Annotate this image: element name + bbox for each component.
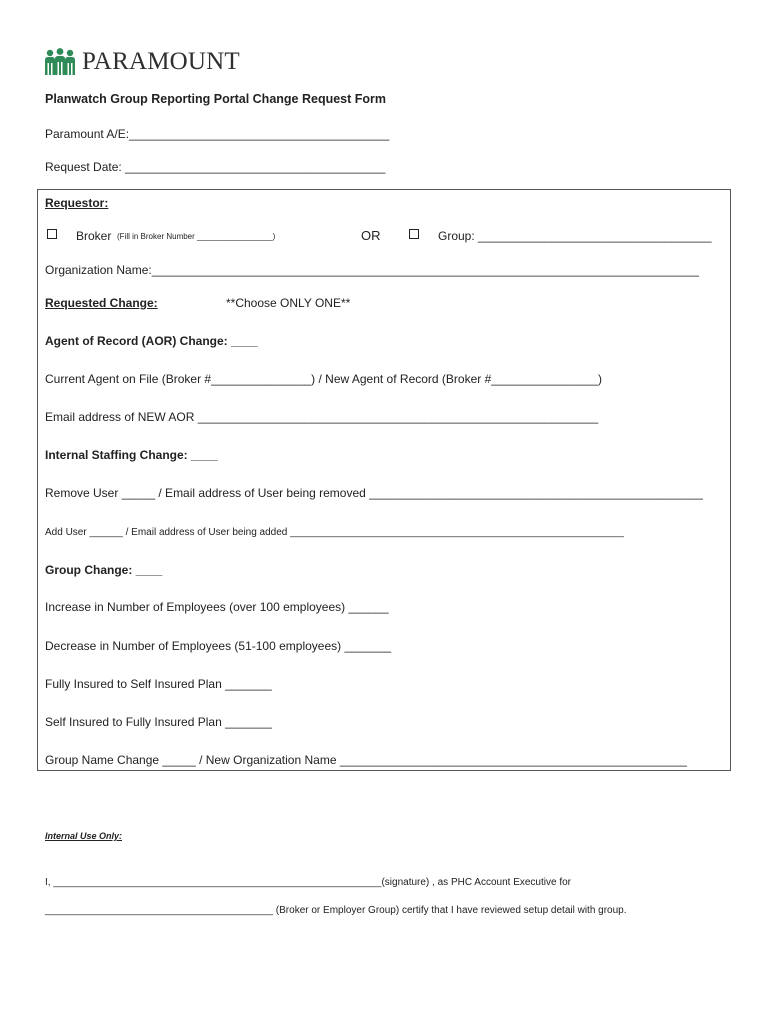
decrease-employees-field[interactable]: Decrease in Number of Employees (51-100 employees) _______ bbox=[45, 639, 392, 653]
form-title: Planwatch Group Reporting Portal Change Request Form bbox=[45, 92, 387, 106]
group-change-heading[interactable]: Group Change: ____ bbox=[45, 563, 163, 577]
aor-change-heading[interactable]: Agent of Record (AOR) Change: ____ bbox=[45, 334, 258, 348]
agent-on-file-field[interactable]: Current Agent on File (Broker #_______________) / New Agent of Record (Broker #________________) bbox=[45, 372, 603, 386]
requestor-heading: Requestor: bbox=[45, 196, 109, 210]
paramount-logo bbox=[44, 46, 240, 78]
signature-line[interactable]: I, ___________________________________________________________(signature) , as PHC Account Executive for bbox=[45, 877, 571, 888]
brand-name: PARAMOUNT bbox=[82, 48, 240, 75]
broker-label: Broker bbox=[76, 229, 112, 243]
staffing-change-heading[interactable]: Internal Staffing Change: ____ bbox=[45, 448, 218, 462]
new-aor-email-field[interactable]: Email address of NEW AOR ____________________________________________________________ bbox=[45, 410, 599, 424]
add-user-field[interactable]: Add User ______ / Email address of User being added ____________________________________________________________ bbox=[45, 527, 624, 538]
increase-employees-field[interactable]: Increase in Number of Employees (over 100 employees) ______ bbox=[45, 600, 389, 614]
group-name-change-field[interactable]: Group Name Change _____ / New Organization Name ____________________________________________________ bbox=[45, 753, 687, 767]
remove-user-field[interactable]: Remove User _____ / Email address of User being removed __________________________________________________ bbox=[45, 486, 703, 500]
request-date-field[interactable]: Request Date: _______________________________________ bbox=[45, 160, 386, 174]
internal-use-heading: Internal Use Only: bbox=[45, 831, 123, 841]
requested-change-heading: Requested Change: bbox=[45, 296, 158, 310]
choose-one-note: **Choose ONLY ONE** bbox=[226, 296, 351, 310]
self-to-fully-field[interactable]: Self Insured to Fully Insured Plan _______ bbox=[45, 715, 272, 729]
fully-to-self-field[interactable]: Fully Insured to Self Insured Plan _______ bbox=[45, 677, 272, 691]
broker-checkbox[interactable] bbox=[47, 228, 57, 242]
group-field[interactable]: Group: ___________________________________ bbox=[438, 229, 712, 243]
organization-name-field[interactable]: Organization Name:__________________________________________________________________________________ bbox=[45, 263, 699, 277]
certify-line[interactable]: _________________________________________ (Broker or Employer Group) certify that I have reviewed setup detail with group. bbox=[45, 905, 627, 916]
or-label: OR bbox=[361, 228, 381, 243]
paramount-ae-field[interactable]: Paramount A/E:_______________________________________ bbox=[45, 127, 390, 141]
group-checkbox[interactable] bbox=[409, 228, 419, 242]
broker-number-field[interactable]: (Fill in Broker Number _________________) bbox=[117, 232, 276, 241]
paramount-people-icon bbox=[44, 48, 76, 76]
